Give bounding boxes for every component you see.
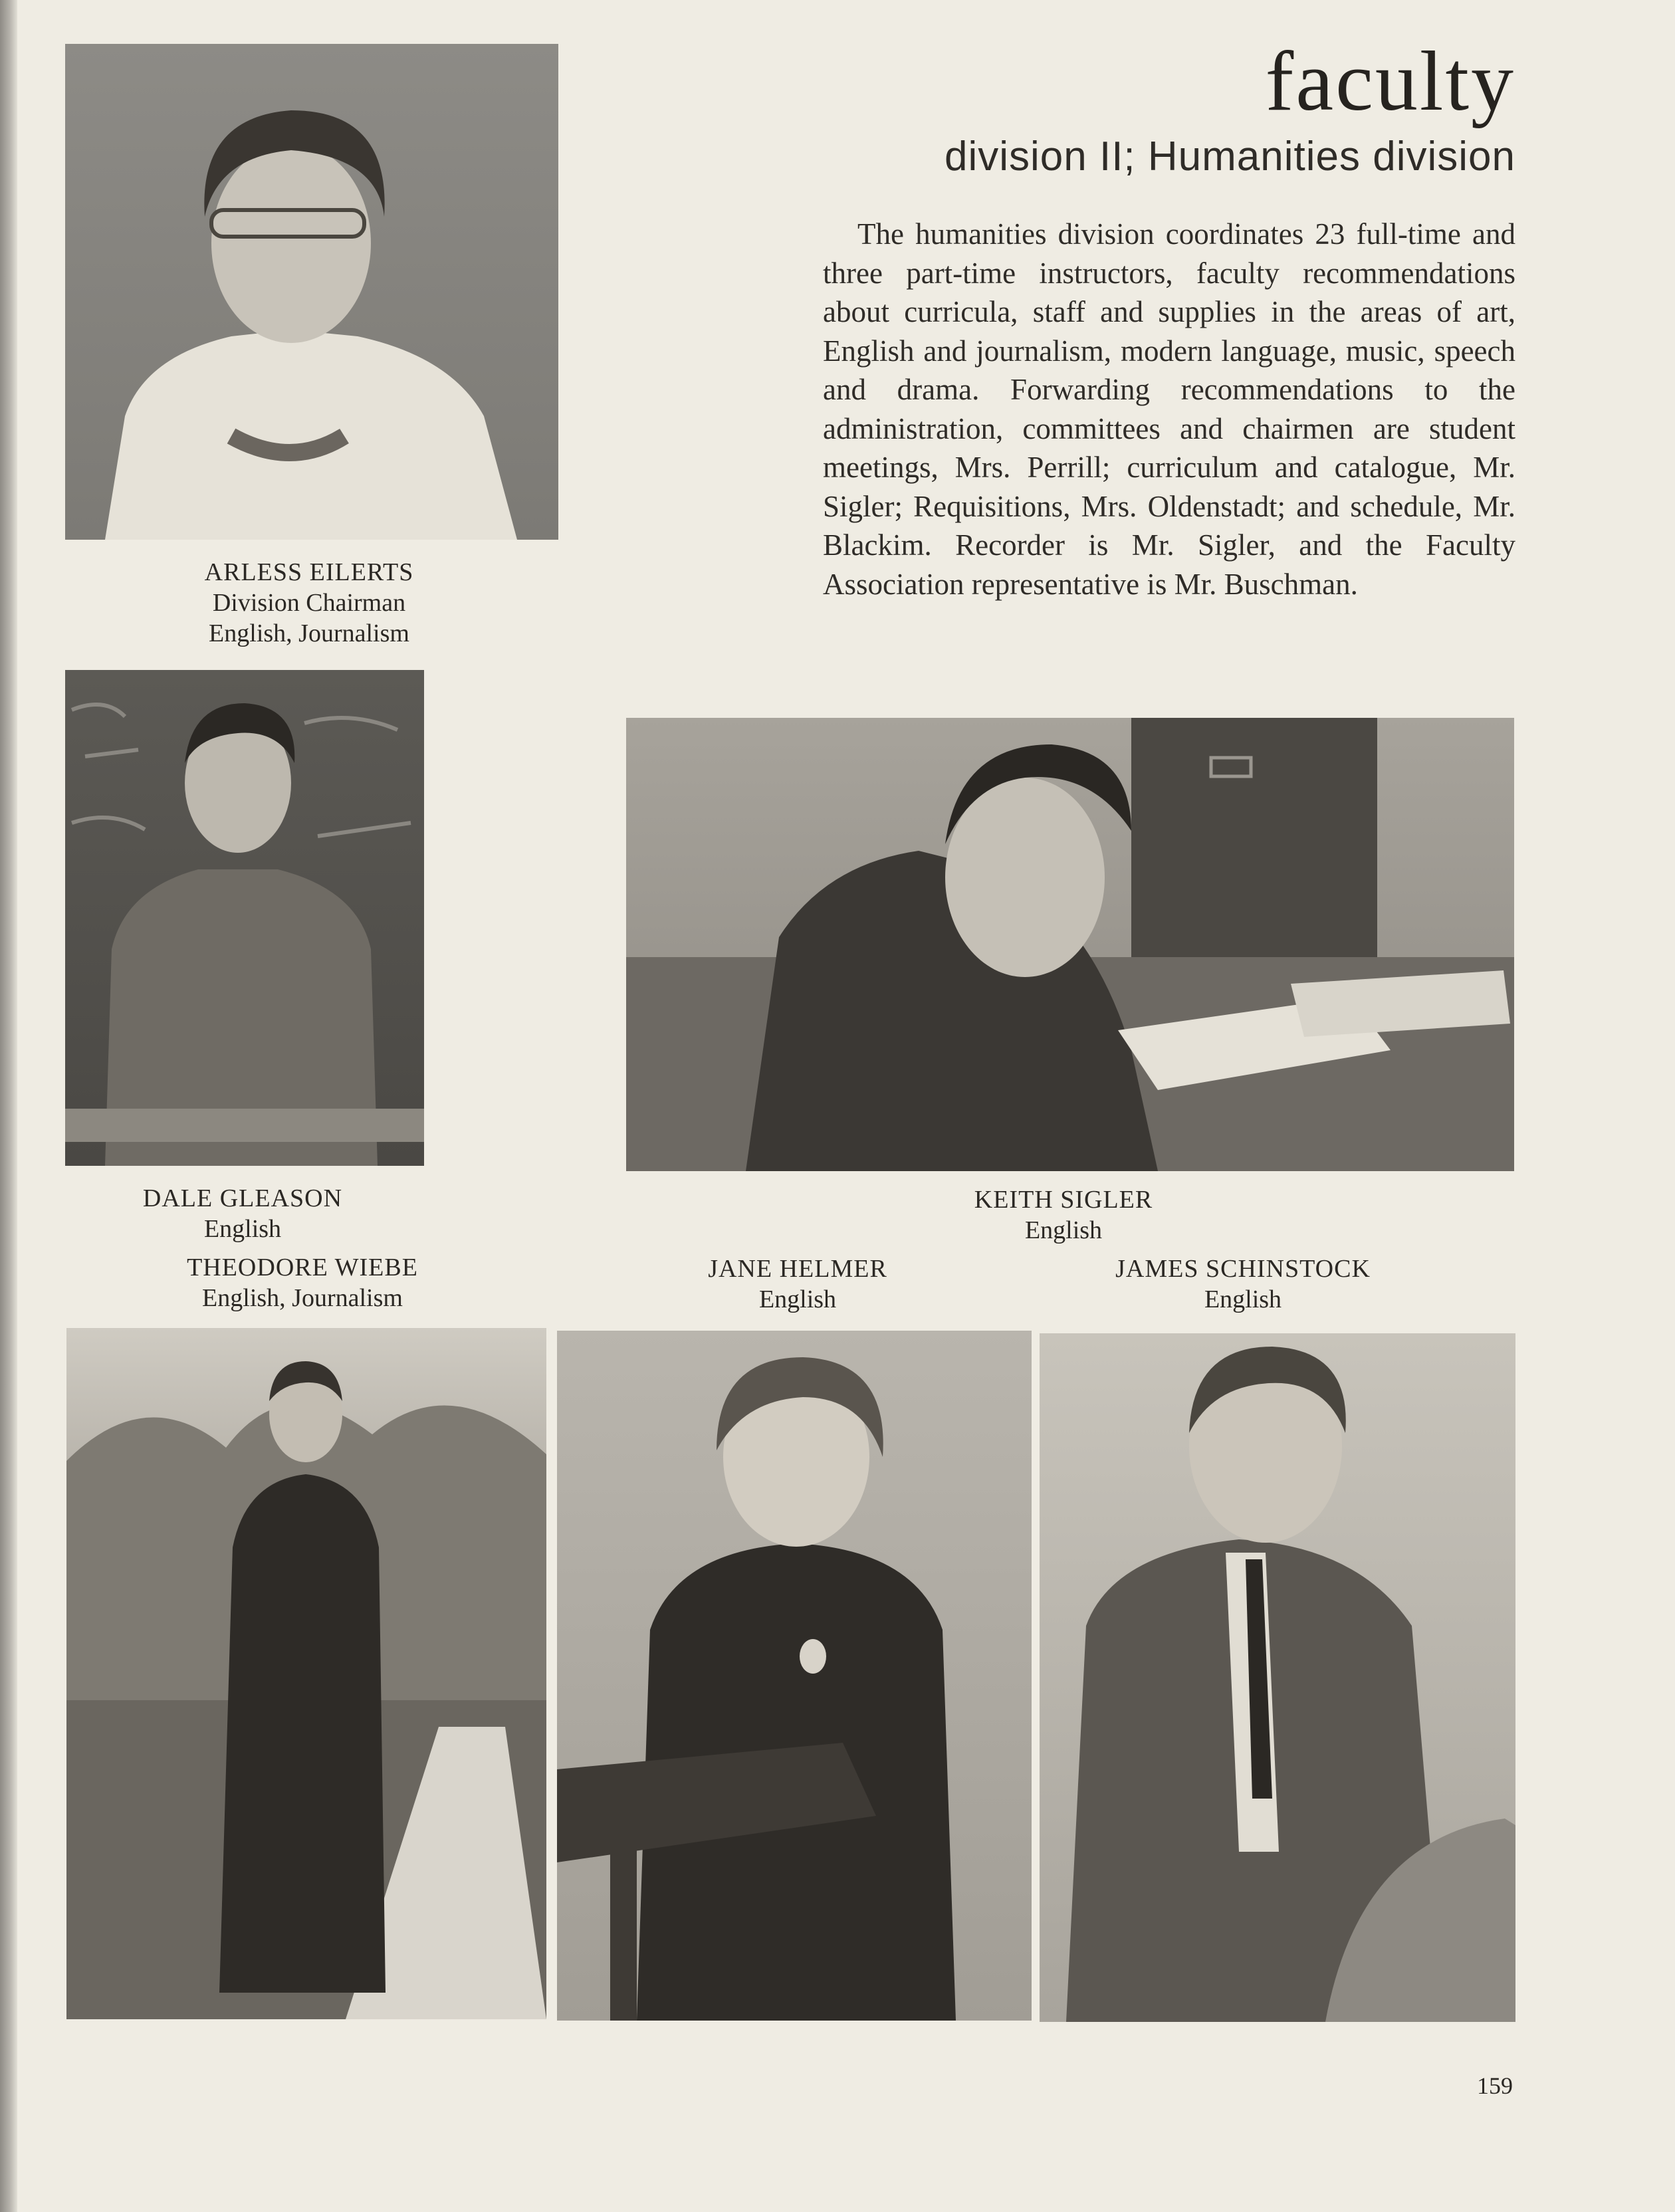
subject-dale-gleason: English (203, 1215, 282, 1243)
caption-jane-helmer (678, 1254, 917, 1315)
subject-james-schinstock: English (1204, 1285, 1282, 1313)
photo-keith-sigler (626, 718, 1514, 1171)
page-subtitle: division II; Humanities division (944, 134, 1515, 179)
intro-paragraph: The humanities division coordinates 23 full-time and three part-time instructors, faculty recommendations about curricula, staff and supplies in the areas of art, English and journalism, modern language, music, speech and drama. Forwarding recommendations to the administration, committees and chairmen are student meetings, Mrs. Perrill; curriculum and catalogue, Mr. Sigler; Requisitions, Mrs. Oldenstadt; and schedule, Mr. Blackim. Recorder is Mr. Sigler, and the Faculty Association representative is Mr. Buschman. (823, 217, 1515, 601)
page-title: faculty (1265, 34, 1515, 128)
photo-james-schinstock (1040, 1333, 1515, 2022)
name-arless-eilerts: ARLESS EILERTS (204, 558, 414, 586)
photo-theodore-wiebe (66, 1328, 546, 2019)
name-keith-sigler: KEITH SIGLER (974, 1186, 1153, 1214)
name-dale-gleason: DALE GLEASON (142, 1184, 343, 1212)
caption-arless-eilerts (160, 557, 459, 649)
subject-arless-eilerts: English, Journalism (209, 619, 409, 647)
name-theodore-wiebe: THEODORE WIEBE (187, 1254, 418, 1281)
photo-jane-helmer (557, 1331, 1032, 2021)
page-gutter-shadow (0, 0, 17, 2212)
caption-james-schinstock (1090, 1254, 1396, 1315)
name-james-schinstock: JAMES SCHINSTOCK (1115, 1255, 1371, 1283)
subject-theodore-wiebe: English, Journalism (202, 1284, 403, 1312)
caption-keith-sigler (924, 1184, 1203, 1246)
photo-arless-eilerts (65, 44, 558, 540)
photo-dale-gleason (65, 670, 424, 1166)
caption-theodore-wiebe (150, 1252, 455, 1313)
caption-dale-gleason (100, 1183, 386, 1244)
subject-keith-sigler: English (1024, 1216, 1103, 1244)
page-number: 159 (1477, 2072, 1513, 2099)
role-arless-eilerts: Division Chairman (212, 589, 406, 617)
subject-jane-helmer: English (758, 1285, 837, 1313)
name-jane-helmer: JANE HELMER (708, 1255, 887, 1283)
